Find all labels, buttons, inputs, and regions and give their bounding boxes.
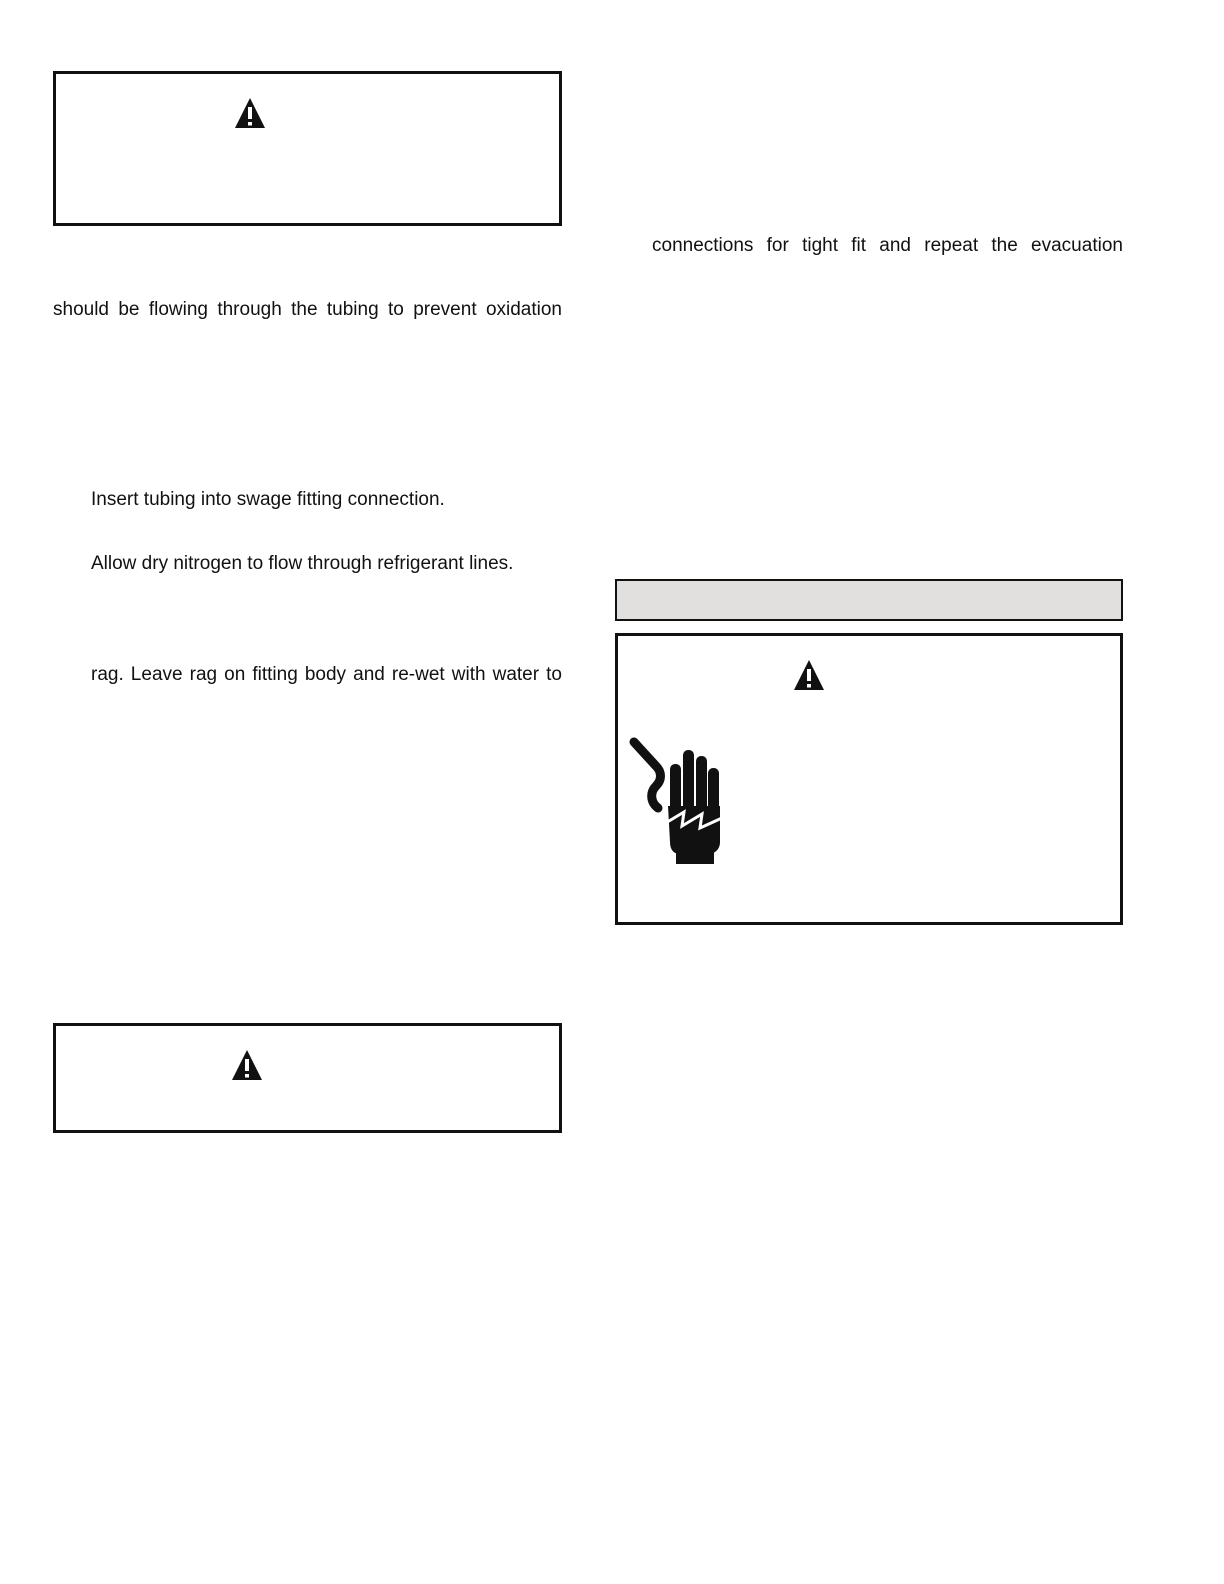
warning-triangle-icon: [233, 96, 267, 130]
body-line-should-be-flowing: should be flowing through the tubing to prevent oxidation: [53, 299, 562, 320]
step-insert-tubing: Insert tubing into swage fitting connection.: [91, 489, 445, 510]
warning-triangle-icon: [230, 1048, 264, 1082]
warning-triangle-icon: [792, 658, 826, 692]
warning-box-electrical: [615, 633, 1123, 925]
body-line-connections: connections for tight fit and repeat the evacuation: [652, 235, 1123, 256]
electric-shock-hand-icon: [628, 736, 724, 866]
step-rag-line: rag. Leave rag on fitting body and re-wet with water to: [91, 664, 562, 685]
caution-box-2: [53, 1023, 562, 1133]
caution-box-1: [53, 71, 562, 226]
section-heading-bar: [615, 579, 1123, 621]
step-allow-nitrogen: Allow dry nitrogen to flow through refrigerant lines.: [91, 553, 514, 574]
